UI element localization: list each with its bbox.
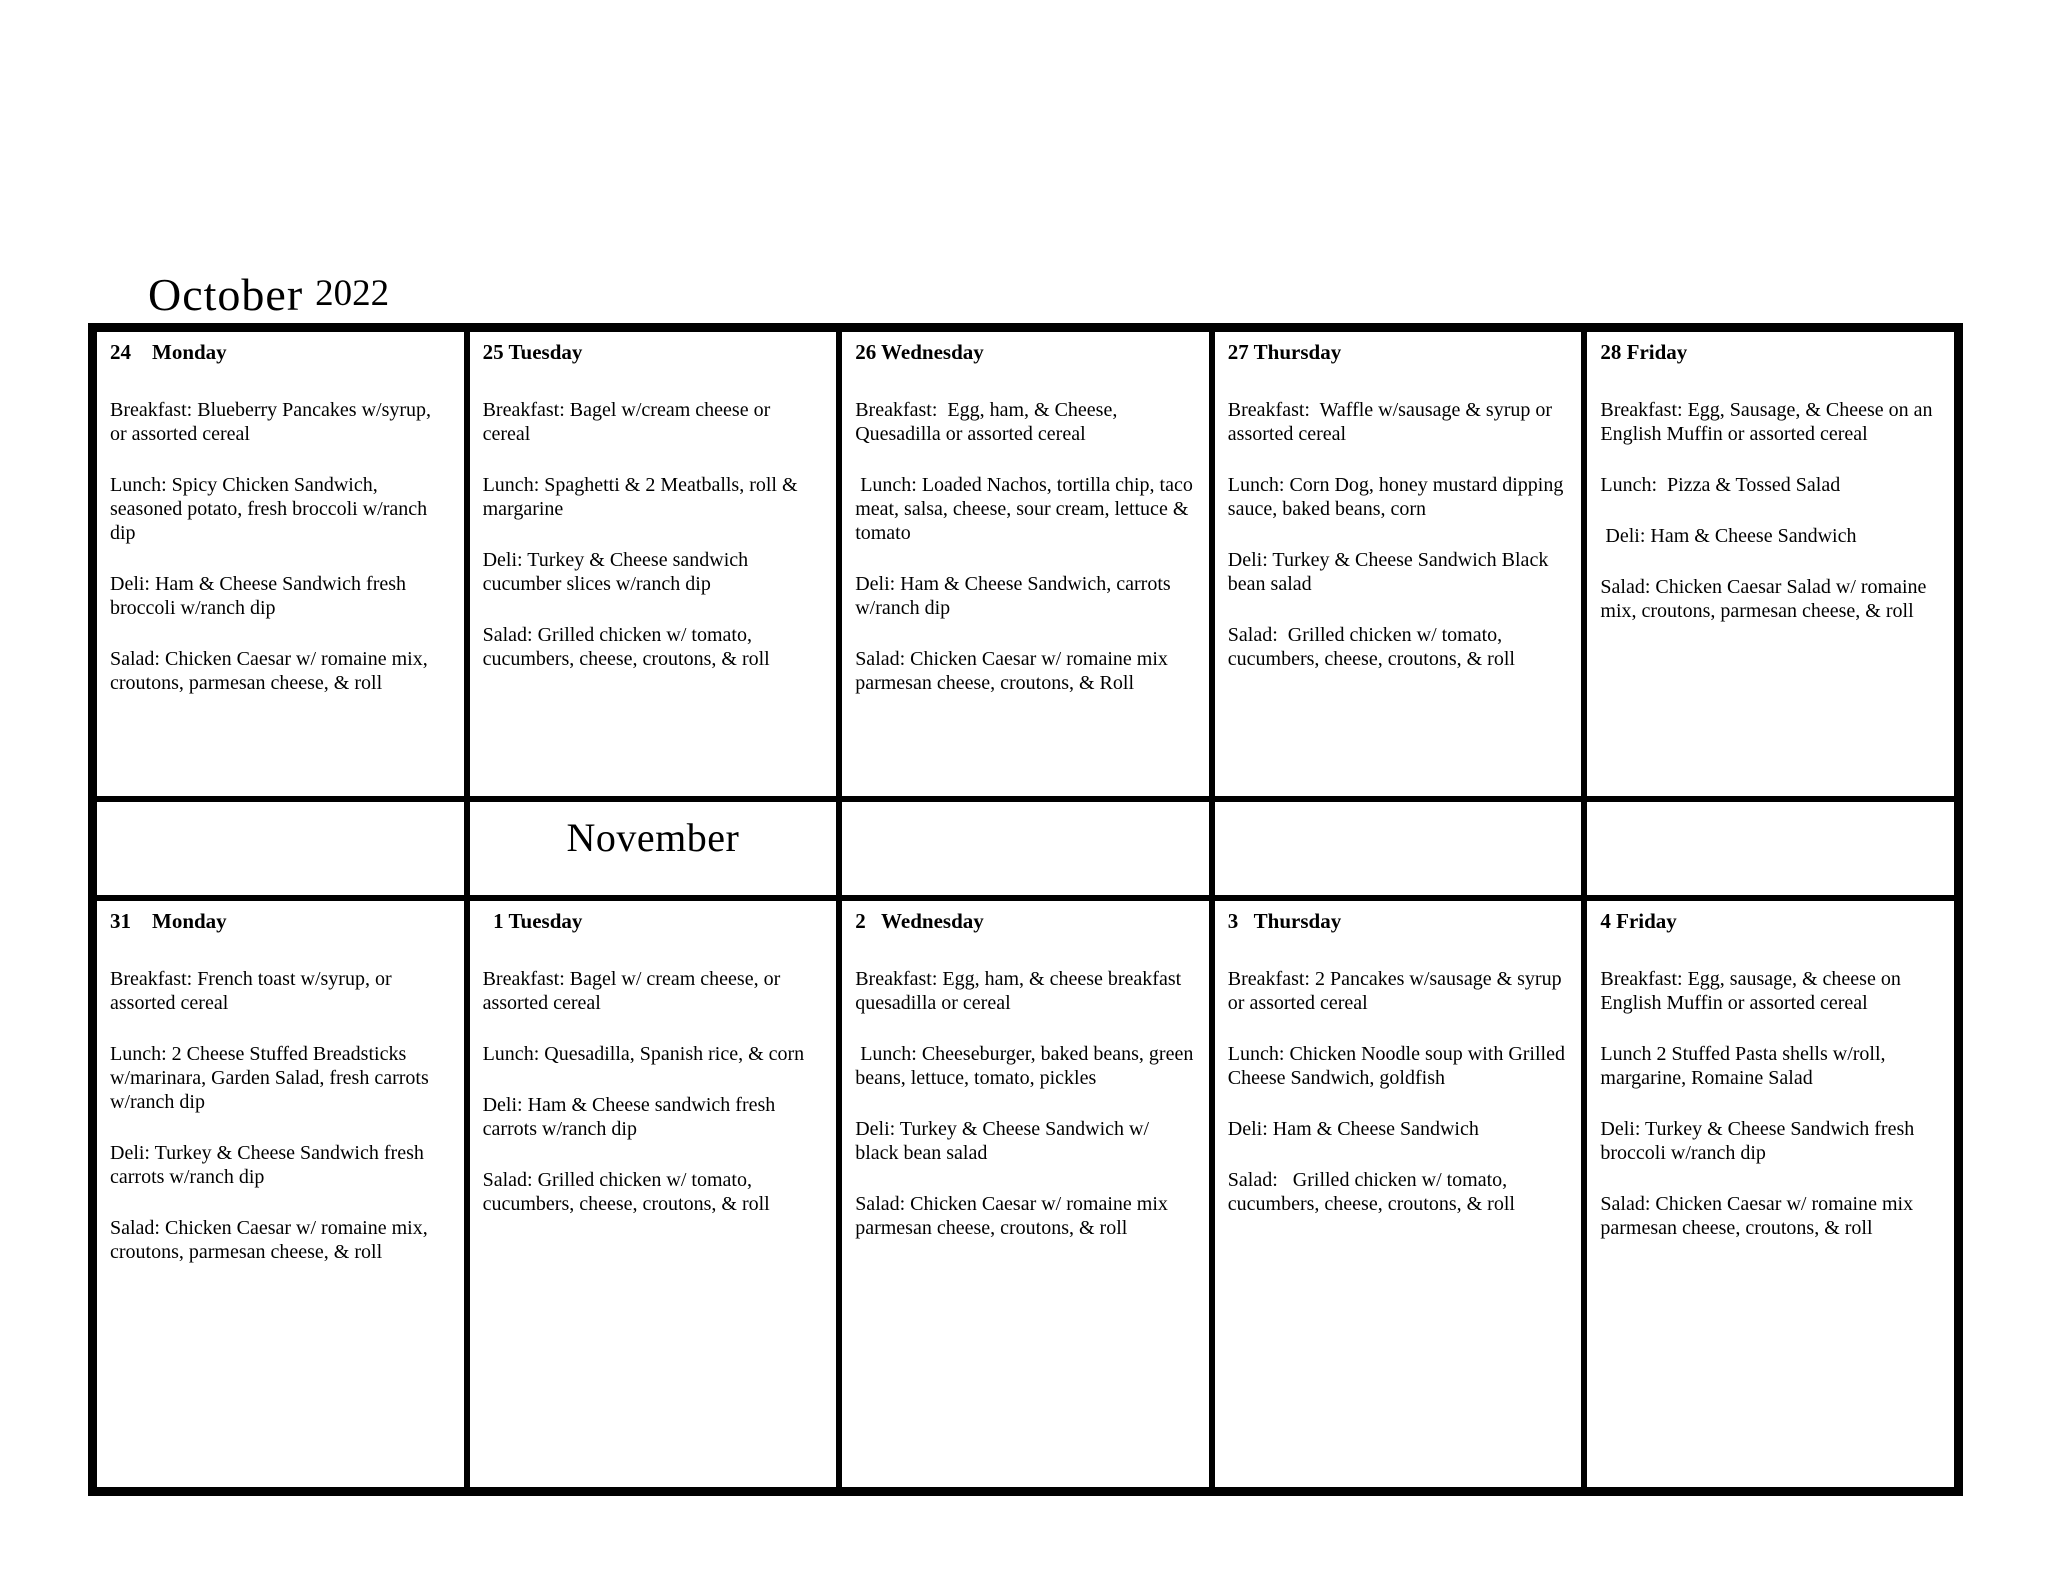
day-header: 1 Tuesday bbox=[482, 909, 583, 933]
november-band-cell-thursday bbox=[1212, 799, 1585, 898]
day-header: 2 Wednesday bbox=[855, 909, 984, 933]
salad-text: Salad: Chicken Caesar w/ romaine mix parmesan cheese, croutons, & Roll bbox=[855, 648, 1173, 695]
day-header: 25 Tuesday bbox=[482, 340, 583, 364]
day-cell-nov-3-thursday bbox=[1212, 898, 1585, 1490]
deli-text: Deli: Turkey & Cheese Sandwich Black bean salad bbox=[1227, 549, 1554, 596]
salad-text: Salad: Chicken Caesar w/ romaine mix, croutons, parmesan cheese, & roll bbox=[110, 648, 433, 695]
day-cell-oct-27-thursday bbox=[1212, 329, 1585, 799]
day-header: 3 Thursday bbox=[1227, 909, 1342, 933]
day-cell-oct-24-monday bbox=[94, 329, 467, 799]
title-year: 2022 bbox=[315, 273, 390, 314]
salad-text: Salad: Grilled chicken w/ tomato, cucumbers, cheese, croutons, & roll bbox=[482, 1169, 770, 1216]
day-cell-oct-31-monday bbox=[94, 898, 467, 1490]
menu-calendar-table bbox=[88, 323, 1963, 1496]
salad-text: Salad: Chicken Caesar Salad w/ romaine mix, croutons, parmesan cheese, & roll bbox=[1600, 576, 1932, 623]
lunch-text: Lunch: Loaded Nachos, tortilla chip, taco meat, salsa, cheese, sour cream, lettuce & tomato bbox=[855, 474, 1198, 545]
day-cell-nov-4-friday bbox=[1584, 898, 1957, 1490]
salad-text: Salad: Chicken Caesar w/ romaine mix parmesan cheese, croutons, & roll bbox=[855, 1193, 1173, 1240]
breakfast-text: Breakfast: Bagel w/ cream cheese, or assorted cereal bbox=[482, 968, 786, 1015]
breakfast-text: Breakfast: Waffle w/sausage & syrup or assorted cereal bbox=[1227, 399, 1558, 446]
lunch-text: Lunch: Cheeseburger, baked beans, green beans, lettuce, tomato, pickles bbox=[855, 1043, 1199, 1090]
lunch-text: Lunch: Corn Dog, honey mustard dipping sauce, baked beans, corn bbox=[1227, 474, 1569, 521]
day-cell-nov-1-tuesday bbox=[467, 898, 840, 1490]
salad-text: Salad: Chicken Caesar w/ romaine mix parmesan cheese, croutons, & roll bbox=[1600, 1193, 1919, 1240]
day-cell-oct-25-tuesday bbox=[467, 329, 840, 799]
deli-text: Deli: Ham & Cheese Sandwich bbox=[1600, 525, 1857, 548]
deli-text: Deli: Ham & Cheese sandwich fresh carrots w/ranch dip bbox=[482, 1094, 781, 1141]
deli-text: Deli: Turkey & Cheese Sandwich fresh carrots w/ranch dip bbox=[110, 1142, 429, 1189]
day-cell-nov-2-wednesday bbox=[839, 898, 1212, 1490]
day-cell-oct-28-friday bbox=[1584, 329, 1957, 799]
breakfast-text: Breakfast: 2 Pancakes w/sausage & syrup or assorted cereal bbox=[1227, 968, 1567, 1015]
salad-text: Salad: Grilled chicken w/ tomato, cucumbers, cheese, croutons, & roll bbox=[482, 624, 770, 671]
lunch-text: Lunch: Quesadilla, Spanish rice, & corn bbox=[482, 1043, 805, 1066]
day-cell-oct-26-wednesday bbox=[839, 329, 1212, 799]
lunch-text: Lunch: Spicy Chicken Sandwich, seasoned potato, fresh broccoli w/ranch dip bbox=[110, 474, 433, 545]
deli-text: Deli: Ham & Cheese Sandwich, carrots w/ranch dip bbox=[855, 573, 1176, 620]
title-month: October bbox=[148, 269, 304, 320]
deli-text: Deli: Turkey & Cheese Sandwich fresh broccoli w/ranch dip bbox=[1600, 1118, 1920, 1165]
breakfast-text: Breakfast: Egg, Sausage, & Cheese on an English Muffin or assorted cereal bbox=[1600, 399, 1938, 446]
day-header: 24 Monday bbox=[110, 340, 227, 364]
breakfast-text: Breakfast: Egg, sausage, & cheese on English Muffin or assorted cereal bbox=[1600, 968, 1906, 1015]
day-header: 31 Monday bbox=[110, 909, 227, 933]
deli-text: Deli: Ham & Cheese Sandwich bbox=[1227, 1118, 1479, 1141]
deli-text: Deli: Turkey & Cheese sandwich cucumber slices w/ranch dip bbox=[482, 549, 754, 596]
lunch-text: Lunch: 2 Cheese Stuffed Breadsticks w/marinara, Garden Salad, fresh carrots w/ranch dip bbox=[110, 1043, 434, 1114]
salad-text: Salad: Grilled chicken w/ tomato, cucumbers, cheese, croutons, & roll bbox=[1227, 624, 1515, 671]
breakfast-text: Breakfast: French toast w/syrup, or assorted cereal bbox=[110, 968, 397, 1015]
november-band-cell-wednesday bbox=[839, 799, 1212, 898]
page-title bbox=[148, 268, 389, 321]
salad-text: Salad: Chicken Caesar w/ romaine mix, croutons, parmesan cheese, & roll bbox=[110, 1217, 433, 1264]
lunch-text: Lunch: Pizza & Tossed Salad bbox=[1600, 474, 1841, 497]
lunch-text: Lunch: Spaghetti & 2 Meatballs, roll & margarine bbox=[482, 474, 803, 521]
day-header: 27 Thursday bbox=[1227, 340, 1342, 364]
day-header: 4 Friday bbox=[1600, 909, 1677, 933]
breakfast-text: Breakfast: Bagel w/cream cheese or cereal bbox=[482, 399, 776, 446]
lunch-text: Lunch: Chicken Noodle soup with Grilled Cheese Sandwich, goldfish bbox=[1227, 1043, 1570, 1090]
breakfast-text: Breakfast: Blueberry Pancakes w/syrup, or assorted cereal bbox=[110, 399, 437, 446]
deli-text: Deli: Ham & Cheese Sandwich fresh broccoli w/ranch dip bbox=[110, 573, 412, 620]
november-band-cell-friday bbox=[1584, 799, 1957, 898]
november-label: November bbox=[566, 815, 740, 860]
deli-text: Deli: Turkey & Cheese Sandwich w/ black bean salad bbox=[855, 1118, 1155, 1165]
november-band-cell-monday bbox=[94, 799, 467, 898]
breakfast-text: Breakfast: Egg, ham, & cheese breakfast quesadilla or cereal bbox=[855, 968, 1187, 1015]
breakfast-text: Breakfast: Egg, ham, & Cheese, Quesadilla or assorted cereal bbox=[855, 399, 1123, 446]
day-header: 28 Friday bbox=[1600, 340, 1688, 364]
november-band-cell-tuesday bbox=[467, 799, 840, 898]
lunch-text: Lunch 2 Stuffed Pasta shells w/roll, margarine, Romaine Salad bbox=[1600, 1043, 1891, 1090]
day-header: 26 Wednesday bbox=[855, 340, 984, 364]
salad-text: Salad: Grilled chicken w/ tomato, cucumbers, cheese, croutons, & roll bbox=[1227, 1169, 1515, 1216]
